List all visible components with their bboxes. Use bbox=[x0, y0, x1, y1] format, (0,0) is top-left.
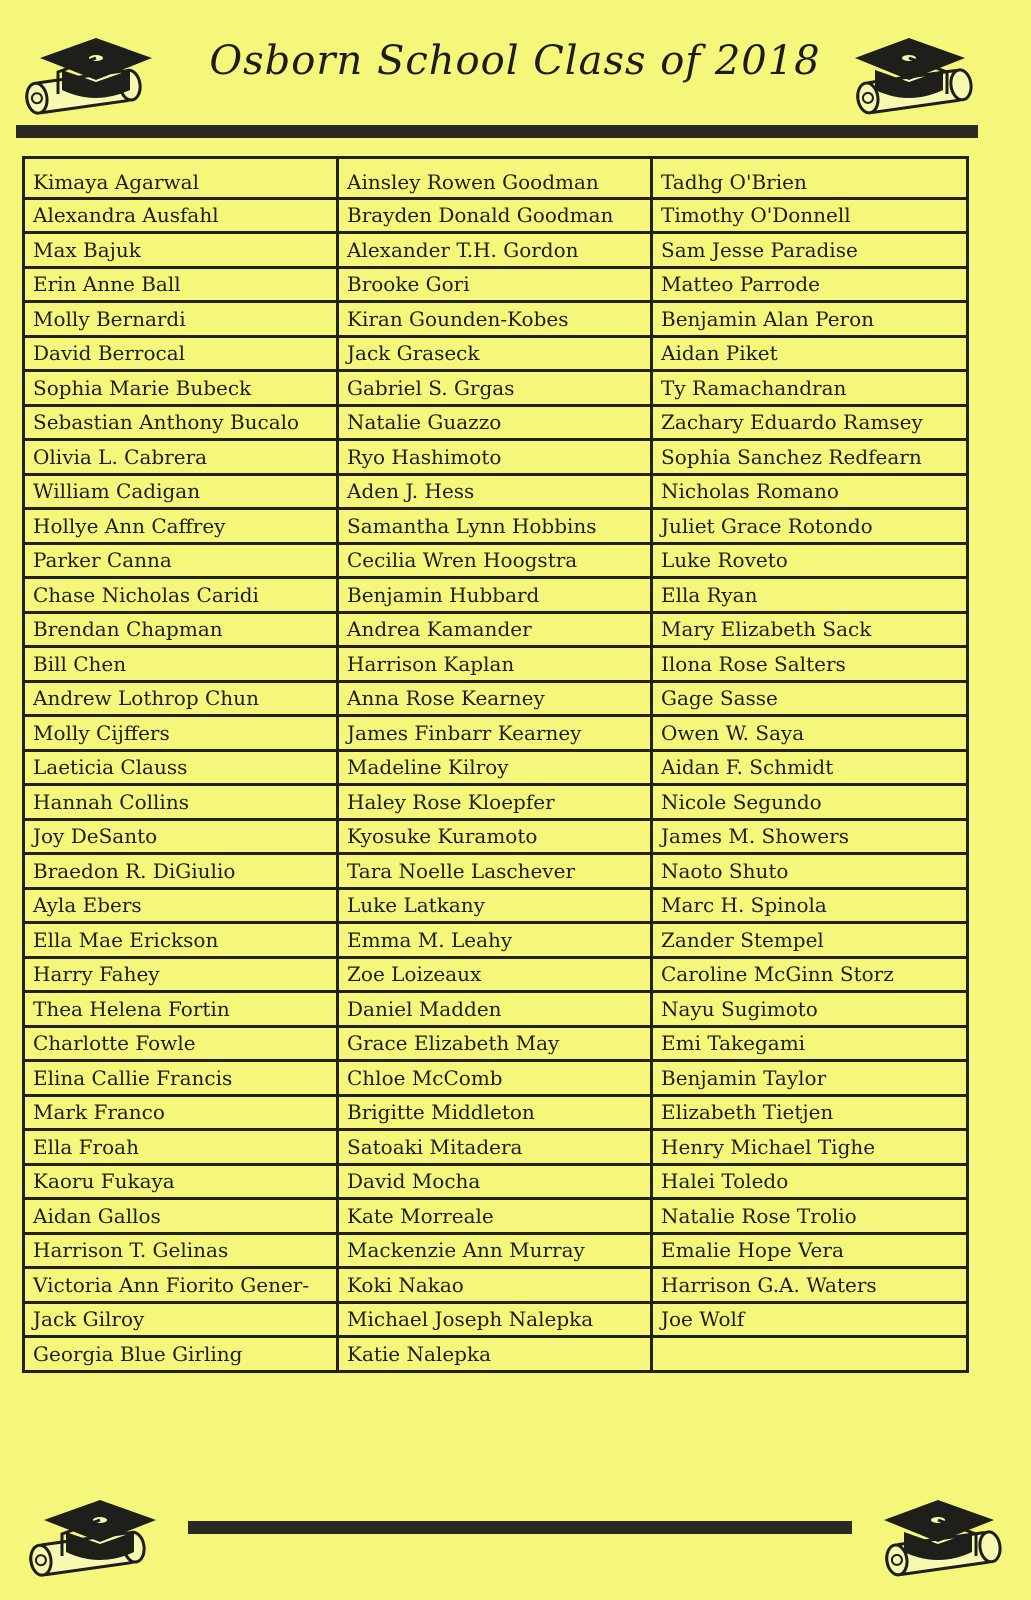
graduate-name-cell: Benjamin Taylor bbox=[652, 1061, 968, 1096]
graduate-name-cell: Sophia Sanchez Redfearn bbox=[652, 440, 968, 475]
table-row bbox=[24, 578, 968, 613]
graduate-name-cell: Michael Joseph Nalepka bbox=[338, 1302, 652, 1337]
graduate-name-cell: Ella Ryan bbox=[652, 578, 968, 613]
graduate-name-cell: Elina Callie Francis bbox=[24, 1061, 338, 1096]
graduate-name-cell: Luke Latkany bbox=[338, 888, 652, 923]
graduate-name-cell: Owen W. Saya bbox=[652, 716, 968, 751]
graduate-name-cell: Cecilia Wren Hoogstra bbox=[338, 543, 652, 578]
table-row bbox=[24, 1061, 968, 1096]
graduate-name-cell: Ella Mae Erickson bbox=[24, 923, 338, 958]
graduate-name-cell: Daniel Madden bbox=[338, 992, 652, 1027]
graduate-name-cell: Andrew Lothrop Chun bbox=[24, 681, 338, 716]
table-row bbox=[24, 647, 968, 682]
table-row bbox=[24, 267, 968, 302]
graduate-name-cell: Joe Wolf bbox=[652, 1302, 968, 1337]
graduate-name-cell: Laeticia Clauss bbox=[24, 750, 338, 785]
table-row bbox=[24, 233, 968, 268]
graduate-name-cell: Juliet Grace Rotondo bbox=[652, 509, 968, 544]
graduate-name-cell: David Mocha bbox=[338, 1164, 652, 1199]
page-title: Osborn School Class of 2018 bbox=[209, 38, 821, 84]
graduate-name-cell: Kiran Gounden-Kobes bbox=[338, 302, 652, 337]
graduate-name-cell: Olivia L. Cabrera bbox=[24, 440, 338, 475]
table-row bbox=[24, 1337, 968, 1372]
graduate-name-cell: Brigitte Middleton bbox=[338, 1095, 652, 1130]
graduate-name-cell: Harrison Kaplan bbox=[338, 647, 652, 682]
graduate-name-cell: Matteo Parrode bbox=[652, 267, 968, 302]
graduate-name-cell: Naoto Shuto bbox=[652, 854, 968, 889]
graduate-name-cell: Alexander T.H. Gordon bbox=[338, 233, 652, 268]
graduate-name-cell: Harry Fahey bbox=[24, 957, 338, 992]
graduate-name-cell: Mary Elizabeth Sack bbox=[652, 612, 968, 647]
table-row bbox=[24, 1233, 968, 1268]
graduation-cap-diploma-icon bbox=[847, 28, 987, 128]
graduate-name-cell: Mark Franco bbox=[24, 1095, 338, 1130]
graduate-name-cell: Kate Morreale bbox=[338, 1199, 652, 1234]
table-row bbox=[24, 158, 968, 199]
table-row bbox=[24, 716, 968, 751]
graduate-name-cell: Sophia Marie Bubeck bbox=[24, 371, 338, 406]
graduate-name-cell: Brooke Gori bbox=[338, 267, 652, 302]
graduate-name-cell: Zoe Loizeaux bbox=[338, 957, 652, 992]
graduate-name-cell: William Cadigan bbox=[24, 474, 338, 509]
table-row bbox=[24, 1199, 968, 1234]
graduate-name-cell: Ainsley Rowen Goodman bbox=[338, 158, 652, 199]
graduate-name-cell: Natalie Guazzo bbox=[338, 405, 652, 440]
graduate-name-cell: Zachary Eduardo Ramsey bbox=[652, 405, 968, 440]
graduate-name-cell: Katie Nalepka bbox=[338, 1337, 652, 1372]
graduation-cap-diploma-icon bbox=[876, 1490, 1016, 1590]
graduate-name-cell: Satoaki Mitadera bbox=[338, 1130, 652, 1165]
graduate-name-cell: Grace Elizabeth May bbox=[338, 1026, 652, 1061]
graduate-name-cell: Elizabeth Tietjen bbox=[652, 1095, 968, 1130]
bottom-divider bbox=[188, 1521, 852, 1534]
table-row bbox=[24, 819, 968, 854]
graduate-name-cell: Nicole Segundo bbox=[652, 785, 968, 820]
graduate-name-cell: Benjamin Alan Peron bbox=[652, 302, 968, 337]
graduate-name-cell: Parker Canna bbox=[24, 543, 338, 578]
graduate-name-cell: Brendan Chapman bbox=[24, 612, 338, 647]
graduate-name-cell: Ty Ramachandran bbox=[652, 371, 968, 406]
graduate-name-cell: James M. Showers bbox=[652, 819, 968, 854]
graduate-name-cell: Tadhg O'Brien bbox=[652, 158, 968, 199]
graduate-name-cell: Tara Noelle Laschever bbox=[338, 854, 652, 889]
table-row bbox=[24, 681, 968, 716]
table-row bbox=[24, 509, 968, 544]
table-row bbox=[24, 785, 968, 820]
graduate-name-cell: Chase Nicholas Caridi bbox=[24, 578, 338, 613]
graduate-name-cell: Halei Toledo bbox=[652, 1164, 968, 1199]
graduate-name-cell: Hollye Ann Caffrey bbox=[24, 509, 338, 544]
graduate-name-cell: Hannah Collins bbox=[24, 785, 338, 820]
table-row bbox=[24, 1268, 968, 1303]
graduate-name-cell: Thea Helena Fortin bbox=[24, 992, 338, 1027]
graduate-name-cell: Kaoru Fukaya bbox=[24, 1164, 338, 1199]
graduate-name-cell: Zander Stempel bbox=[652, 923, 968, 958]
table-row bbox=[24, 543, 968, 578]
graduate-name-cell: Harrison T. Gelinas bbox=[24, 1233, 338, 1268]
graduate-name-cell: Molly Bernardi bbox=[24, 302, 338, 337]
graduate-name-cell: Jack Graseck bbox=[338, 336, 652, 371]
graduate-name-cell: Haley Rose Kloepfer bbox=[338, 785, 652, 820]
graduate-name-cell: David Berrocal bbox=[24, 336, 338, 371]
graduate-name-cell: Victoria Ann Fiorito Gener- bbox=[24, 1268, 338, 1303]
graduate-name-cell: Max Bajuk bbox=[24, 233, 338, 268]
graduate-name-cell: Alexandra Ausfahl bbox=[24, 198, 338, 233]
graduate-name-cell: James Finbarr Kearney bbox=[338, 716, 652, 751]
table-row bbox=[24, 1164, 968, 1199]
table-row bbox=[24, 474, 968, 509]
graduate-name-cell: Henry Michael Tighe bbox=[652, 1130, 968, 1165]
graduate-name-cell: Aidan Piket bbox=[652, 336, 968, 371]
table-row bbox=[24, 336, 968, 371]
graduate-name-cell: Aidan Gallos bbox=[24, 1199, 338, 1234]
graduate-name-cell: Braedon R. DiGiulio bbox=[24, 854, 338, 889]
graduate-name-cell: Emma M. Leahy bbox=[338, 923, 652, 958]
table-row bbox=[24, 1302, 968, 1337]
table-row bbox=[24, 854, 968, 889]
graduate-name-cell: Jack Gilroy bbox=[24, 1302, 338, 1337]
graduate-name-cell: Aden J. Hess bbox=[338, 474, 652, 509]
table-row bbox=[24, 923, 968, 958]
graduate-name-cell: Aidan F. Schmidt bbox=[652, 750, 968, 785]
graduate-name-cell: Mackenzie Ann Murray bbox=[338, 1233, 652, 1268]
graduate-name-cell: Erin Anne Ball bbox=[24, 267, 338, 302]
graduation-cap-diploma-icon bbox=[18, 28, 158, 128]
graduate-name-cell: Anna Rose Kearney bbox=[338, 681, 652, 716]
table-row bbox=[24, 957, 968, 992]
table-row bbox=[24, 198, 968, 233]
table-row bbox=[24, 1095, 968, 1130]
graduate-name-cell: Ayla Ebers bbox=[24, 888, 338, 923]
graduate-name-cell: Sam Jesse Paradise bbox=[652, 233, 968, 268]
graduate-name-cell: Kimaya Agarwal bbox=[24, 158, 338, 199]
table-row bbox=[24, 302, 968, 337]
graduate-name-cell: Gage Sasse bbox=[652, 681, 968, 716]
graduate-name-cell: Natalie Rose Trolio bbox=[652, 1199, 968, 1234]
graduate-name-cell: Harrison G.A. Waters bbox=[652, 1268, 968, 1303]
table-row bbox=[24, 405, 968, 440]
table-row bbox=[24, 612, 968, 647]
table-row bbox=[24, 1026, 968, 1061]
table-row bbox=[24, 371, 968, 406]
graduate-name-cell: Benjamin Hubbard bbox=[338, 578, 652, 613]
graduation-cap-diploma-icon bbox=[22, 1490, 162, 1590]
graduate-name-cell: Caroline McGinn Storz bbox=[652, 957, 968, 992]
graduates-table bbox=[22, 156, 969, 1373]
graduate-name-cell: Chloe McComb bbox=[338, 1061, 652, 1096]
graduate-name-cell: Emalie Hope Vera bbox=[652, 1233, 968, 1268]
table-row bbox=[24, 888, 968, 923]
graduate-name-cell: Timothy O'Donnell bbox=[652, 198, 968, 233]
graduate-name-cell: Ilona Rose Salters bbox=[652, 647, 968, 682]
table-row bbox=[24, 440, 968, 475]
graduate-name-cell: Gabriel S. Grgas bbox=[338, 371, 652, 406]
table-row bbox=[24, 1130, 968, 1165]
graduate-name-cell bbox=[652, 1337, 968, 1372]
graduate-name-cell: Marc H. Spinola bbox=[652, 888, 968, 923]
graduate-name-cell: Brayden Donald Goodman bbox=[338, 198, 652, 233]
graduate-name-cell: Ryo Hashimoto bbox=[338, 440, 652, 475]
top-divider bbox=[16, 125, 978, 138]
graduate-name-cell: Samantha Lynn Hobbins bbox=[338, 509, 652, 544]
graduate-name-cell: Sebastian Anthony Bucalo bbox=[24, 405, 338, 440]
graduate-name-cell: Kyosuke Kuramoto bbox=[338, 819, 652, 854]
table-row bbox=[24, 992, 968, 1027]
graduate-name-cell: Andrea Kamander bbox=[338, 612, 652, 647]
graduate-name-cell: Georgia Blue Girling bbox=[24, 1337, 338, 1372]
graduate-name-cell: Nicholas Romano bbox=[652, 474, 968, 509]
graduate-name-cell: Emi Takegami bbox=[652, 1026, 968, 1061]
table-row bbox=[24, 750, 968, 785]
graduate-name-cell: Madeline Kilroy bbox=[338, 750, 652, 785]
graduate-name-cell: Luke Roveto bbox=[652, 543, 968, 578]
graduate-name-cell: Ella Froah bbox=[24, 1130, 338, 1165]
graduate-name-cell: Joy DeSanto bbox=[24, 819, 338, 854]
graduate-name-cell: Koki Nakao bbox=[338, 1268, 652, 1303]
graduate-name-cell: Charlotte Fowle bbox=[24, 1026, 338, 1061]
graduate-name-cell: Nayu Sugimoto bbox=[652, 992, 968, 1027]
graduate-name-cell: Molly Cijffers bbox=[24, 716, 338, 751]
graduate-name-cell: Bill Chen bbox=[24, 647, 338, 682]
